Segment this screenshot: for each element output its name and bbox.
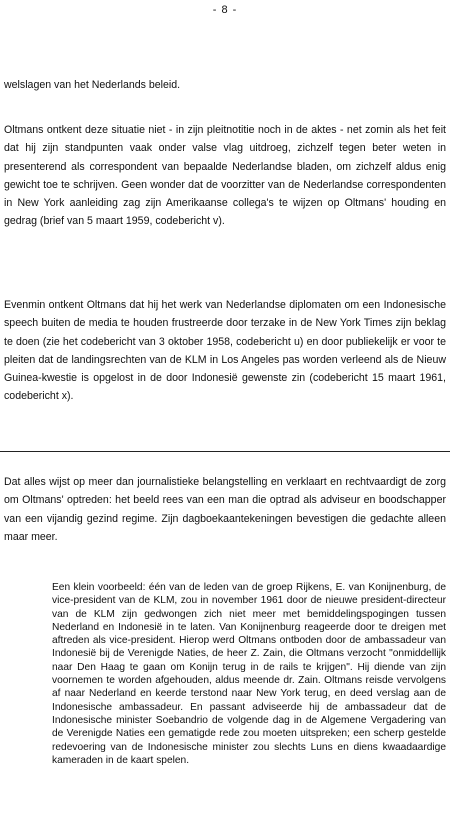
indented-example-block: Een klein voorbeeld: één van de leden van de groep Rijkens, E. van Konijnenburg, de vice-president van de KLM, zou in november 1961 door de nieuwe president-directeur van de KLM zijn gedwongen zich niet meer met bemiddelingspogingen tussen Nederland en Indonesië in te laten. Van Konijnenburg reageerde door te dreigen met aftreden als vice-president. Hierop werd Oltmans ontboden door de ambassadeur van Indonesië bij de Verenigde Naties, de heer Z. Zain, die Oltmans verzocht "onmiddellijk naar Den Haag te gaan om Konijn terug in de rails te krijgen". Hij diende van zijn voornemen te worden afgehouden, aldus meende dr. Zain. Oltmans reisde vervolgens af naar Nederland en keerde terstond naar New York terug, en deed verslag aan de Indonesische ambassadeur. En passant adviseerde hij de ambassadeur dat de Indonesische minister Soebandrio de volgende dag in de Algemene Vergadering van de Verenigde Naties een gematigde rede zou moeten uitspreken; een scherp gestelde redevoering van de Indonesische minister zou slechts Luns en diens kwaadaardige kameraden in de kaart spelen. [52,582,446,766]
paragraph-continuation: welslagen van het Nederlands beleid. [4,79,181,91]
paragraph-diplomats: Evenmin ontkent Oltmans dat hij het werk van Nederlandse diplomaten om een Indonesische speech buiten de media te houden frustreerde door terzake in de New York Times zijn beklag te doen (zie het codebericht van 3 oktober 1958, codebericht u) en door publiekelijk er voor te pleiten dat de landingsrechten van de KLM in Los Angeles pas worden verleend als de Nieuw Guinea-kwestie is opgelost in de door Indonesië gewenste zin (codebericht 15 maart 1961, codebericht x). [4,299,446,403]
page-number: - 8 - [212,4,238,16]
horizontal-rule [0,451,450,452]
paragraph-oltmans-denial: Oltmans ontkent deze situatie niet - in zijn pleitnotitie noch in de aktes - net zomin als het feit dat hij zijn standpunten vaak onder valse vlag uitdroeg, zichzelf tegen beter weten in presenterend als correspondent van bepaalde Nederlandse bladen, om zichzelf aldus enig gewicht toe te schrijven. Geen wonder dat de voorzitter van de Nederlandse correspondenten in New York aanleiding zag zijn Amerikaanse collega's te wijzen op Oltmans' houding en gedrag (brief van 5 maart 1959, codebericht v). [4,124,446,228]
paragraph-conclusion: Dat alles wijst op meer dan journalistieke belangstelling en verklaart en rechtvaardigt de zorg om Oltmans' optreden: het beeld rees van een man die optrad als adviseur en boodschapper van een vijandig gezind regime. Zijn dagboekaantekeningen bevestigen die gedachte alleen maar meer. [4,476,446,543]
